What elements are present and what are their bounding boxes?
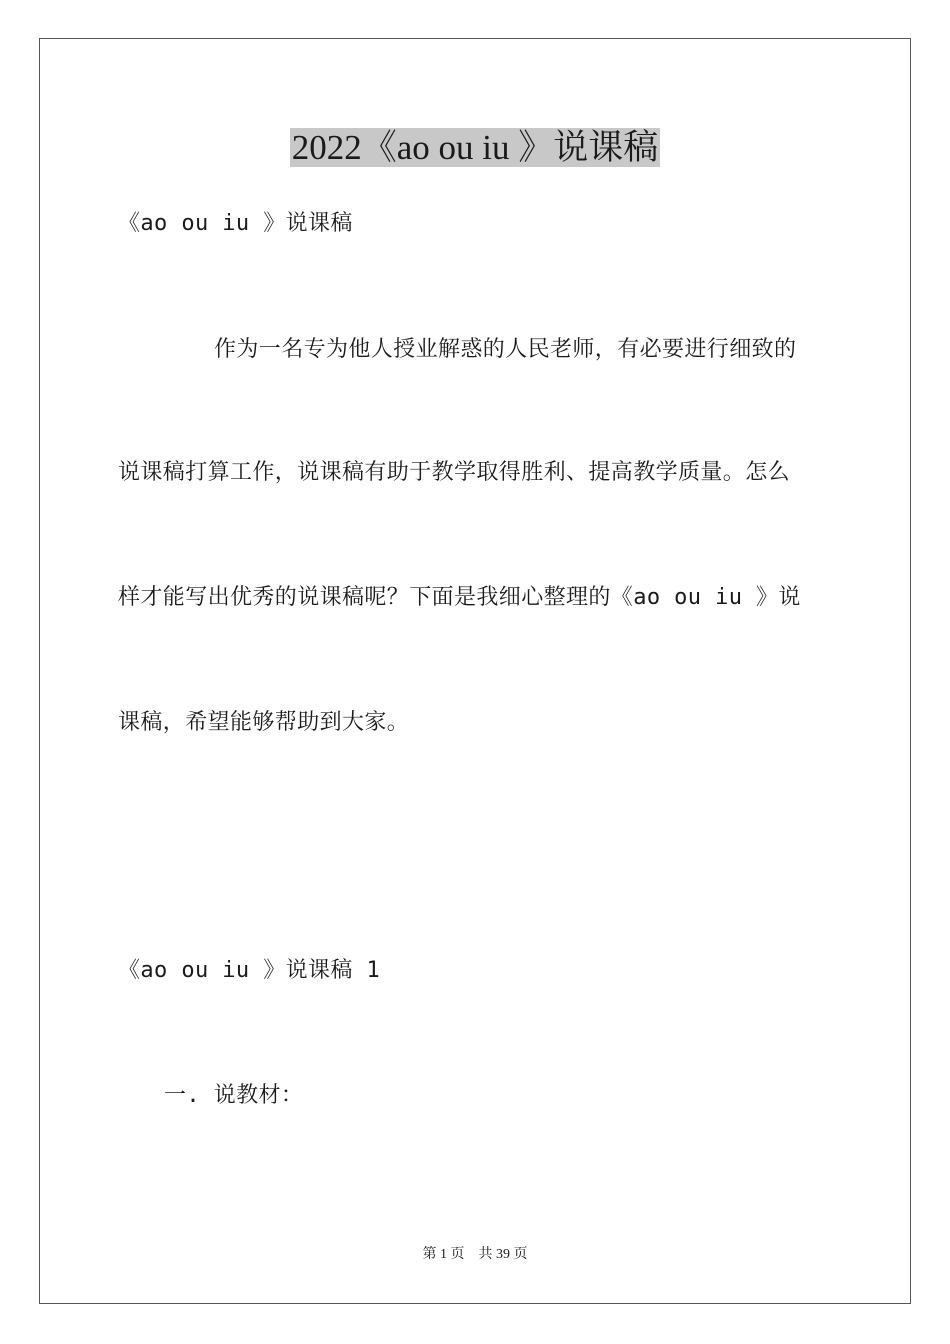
document-subtitle: 《ao ou iu 》说课稿 xyxy=(118,211,353,236)
document-title-text: 2022《ao ou iu 》说课稿 xyxy=(291,128,659,167)
page-total: 共 39 页 xyxy=(478,1247,528,1262)
intro-line-1: 作为一名专为他人授业解惑的人民老师，有必要进行细致的 xyxy=(214,337,797,362)
document-title xyxy=(0,126,950,170)
intro-line-4: 课稿，希望能够帮助到大家。 xyxy=(118,710,410,735)
intro-line-3: 样才能写出优秀的说课稿呢？下面是我细心整理的《ao ou iu 》说 xyxy=(118,585,801,610)
section-heading: 《ao ou iu 》说课稿 1 xyxy=(118,958,381,983)
page-footer xyxy=(0,1246,950,1264)
intro-line-2: 说课稿打算工作，说课稿有助于教学取得胜利、提高教学质量。怎么 xyxy=(118,460,791,485)
page-number: 第 1 页 xyxy=(422,1247,465,1262)
item-heading: 一. 说教材： xyxy=(164,1083,304,1108)
